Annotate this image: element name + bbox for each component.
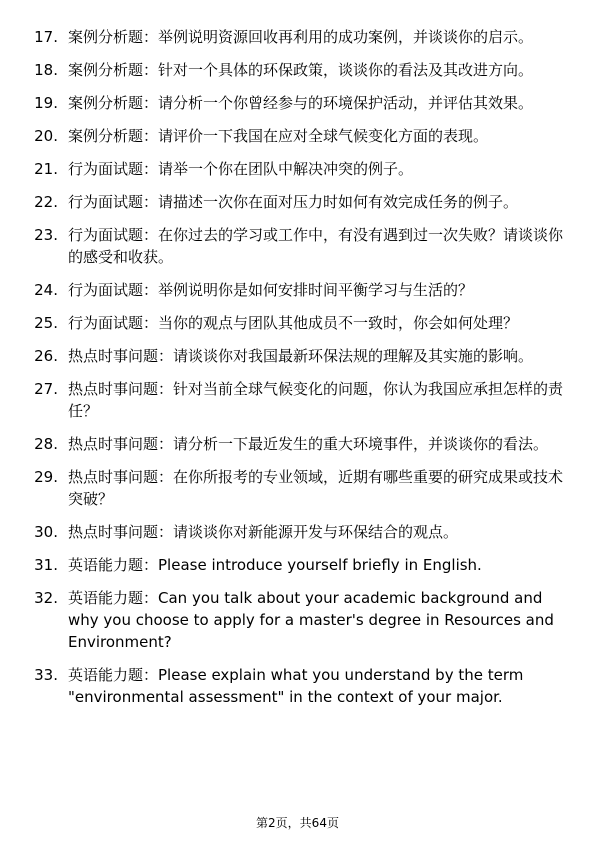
- item-text: 热点时事问题：请谈谈你对我国最新环保法规的理解及其实施的影响。: [68, 347, 534, 365]
- item-number: 21.: [34, 160, 58, 178]
- item-text: 英语能力题：Please introduce yourself briefly in English.: [68, 556, 482, 574]
- item-number: 30.: [34, 523, 58, 541]
- list-item: [24, 521, 564, 543]
- item-number: 20.: [34, 127, 58, 145]
- item-text: 案例分析题：请评价一下我国在应对全球气候变化方面的表现。: [68, 127, 489, 145]
- item-number: 22.: [34, 193, 58, 211]
- item-number: 27.: [34, 380, 58, 398]
- item-text: 行为面试题：举例说明你是如何安排时间平衡学习与生活的？: [68, 281, 474, 299]
- list-item: [24, 345, 564, 367]
- item-number: 31.: [34, 556, 58, 574]
- item-number: 26.: [34, 347, 58, 365]
- item-text: 行为面试题：当你的观点与团队其他成员不一致时，你会如何处理？: [68, 314, 519, 332]
- item-number: 18.: [34, 61, 58, 79]
- item-text: 热点时事问题：请分析一下最近发生的重大环境事件，并谈谈你的看法。: [68, 435, 549, 453]
- question-list: [24, 26, 564, 719]
- list-item: [24, 312, 564, 334]
- list-item: [24, 125, 564, 147]
- item-number: 25.: [34, 314, 58, 332]
- item-number: 23.: [34, 226, 58, 244]
- list-item: [24, 59, 564, 81]
- item-number: 28.: [34, 435, 58, 453]
- item-number: 29.: [34, 468, 58, 486]
- item-number: 17.: [34, 28, 58, 46]
- item-text: 行为面试题：请举一个你在团队中解决冲突的例子。: [68, 160, 414, 178]
- list-item: [24, 191, 564, 213]
- list-item: [24, 158, 564, 180]
- list-item: [24, 433, 564, 455]
- item-text: 行为面试题：在你过去的学习或工作中，有没有遇到过一次失败？请谈谈你的感受和收获。: [68, 226, 564, 266]
- list-item: [24, 554, 564, 576]
- item-text: 英语能力题：Please explain what you understand by the term "environmental assessment" in the context of your major.: [68, 666, 524, 706]
- item-text: 行为面试题：请描述一次你在面对压力时如何有效完成任务的例子。: [68, 193, 519, 211]
- page-footer: 第2页，共64页: [256, 816, 339, 830]
- list-item: [24, 664, 564, 708]
- item-text: 案例分析题：请分析一个你曾经参与的环境保护活动，并评估其效果。: [68, 94, 534, 112]
- item-number: 24.: [34, 281, 58, 299]
- item-number: 32.: [34, 589, 58, 607]
- list-item: [24, 26, 564, 48]
- list-item: [24, 378, 564, 422]
- item-text: 案例分析题：举例说明资源回收再利用的成功案例，并谈谈你的启示。: [68, 28, 534, 46]
- item-number: 33.: [34, 666, 58, 684]
- item-text: 案例分析题：针对一个具体的环保政策，谈谈你的看法及其改进方向。: [68, 61, 534, 79]
- item-number: 19.: [34, 94, 58, 112]
- list-item: [24, 587, 564, 653]
- item-text: 热点时事问题：请谈谈你对新能源开发与环保结合的观点。: [68, 523, 459, 541]
- list-item: [24, 224, 564, 268]
- item-text: 英语能力题：Can you talk about your academic background and why you choose to apply for a master's degree in Resources and Environment?: [68, 589, 554, 651]
- item-text: 热点时事问题：针对当前全球气候变化的问题，你认为我国应承担怎样的责任？: [68, 380, 564, 420]
- list-item: [24, 466, 564, 510]
- item-text: 热点时事问题：在你所报考的专业领域，近期有哪些重要的研究成果或技术突破？: [68, 468, 564, 508]
- list-item: [24, 279, 564, 301]
- list-item: [24, 92, 564, 114]
